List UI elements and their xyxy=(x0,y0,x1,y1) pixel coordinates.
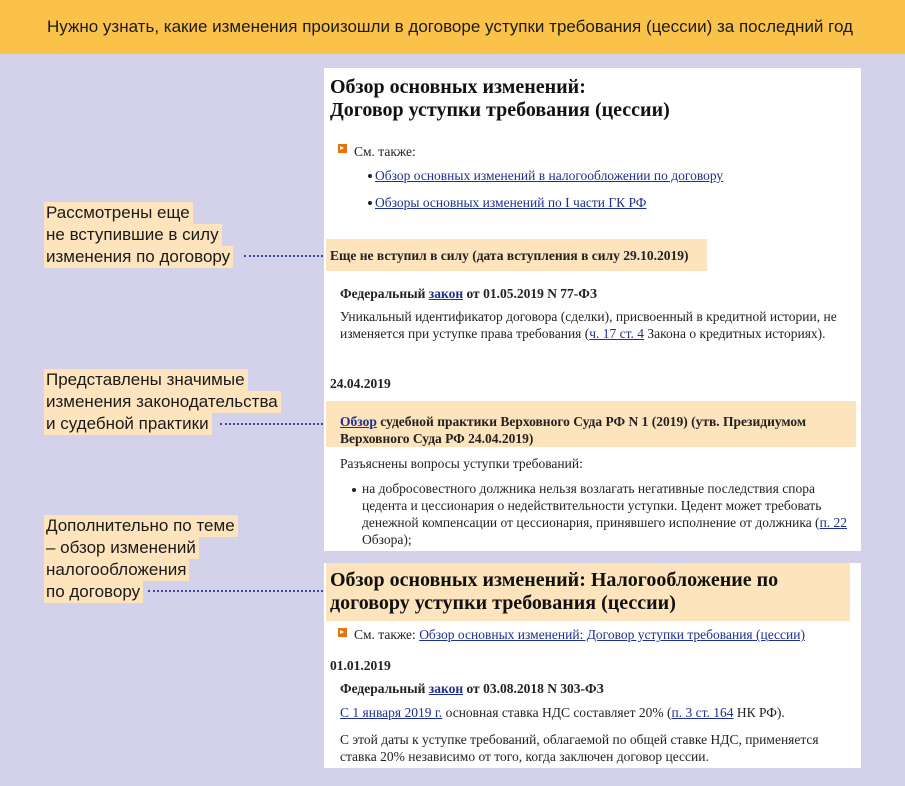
law-suffix: от 03.08.2018 N 303-ФЗ xyxy=(463,681,604,696)
callout-line: и судебной практики xyxy=(44,413,212,435)
task-banner xyxy=(0,0,905,54)
court-review xyxy=(340,413,852,447)
text-line: на добросовестного должника нельзя возлагать негативные последствия спора xyxy=(362,481,815,496)
law-prefix: Федеральный xyxy=(340,681,429,696)
callout-line: Представлены значимые xyxy=(44,369,248,391)
text-line: Обзора); xyxy=(362,532,412,547)
title-line: договору уступки требования (цессии) xyxy=(330,592,676,614)
see-also-label: См. также: xyxy=(354,627,420,642)
bullet-icon xyxy=(368,174,372,178)
law-reference xyxy=(340,680,604,697)
bullet-icon xyxy=(368,201,372,205)
see-also-icon xyxy=(338,144,347,153)
article-link[interactable]: ч. 17 ст. 4 xyxy=(589,326,645,341)
document-panel-tax xyxy=(324,563,861,768)
see-also-link-tax[interactable]: Обзор основных изменений в налогообложении по договору xyxy=(375,168,724,183)
task-banner-text: Нужно узнать, какие изменения произошли в договоре уступки требования (цессии) за последний год xyxy=(47,17,853,36)
vat-description xyxy=(340,731,852,765)
title-line: Обзор основных изменений: xyxy=(330,76,586,98)
review-point-link[interactable]: п. 22 xyxy=(819,515,848,530)
text-line: цедента и цессионария о недействительности уступки. Цедент может требовать xyxy=(362,498,822,513)
date-link[interactable]: С 1 января 2019 г. xyxy=(340,705,443,720)
text-line: С этой даты к уступке требований, облагаемой по общей ставке НДС, применяется xyxy=(340,732,819,747)
vat-rate-line xyxy=(340,704,785,721)
text-part: Закона о кредитных историях). xyxy=(644,326,826,341)
title-line: Обзор основных изменений: Налогообложение по xyxy=(330,569,779,591)
law-link[interactable]: закон xyxy=(428,681,464,696)
text-part: НК РФ). xyxy=(733,705,785,720)
title-line: Договор уступки требования (цессии) xyxy=(330,99,670,121)
see-also-label: См. также: xyxy=(354,144,416,159)
document-title xyxy=(330,569,778,615)
callout-line: по договору xyxy=(44,581,143,603)
law-prefix: Федеральный xyxy=(340,286,429,301)
callout-significant-changes xyxy=(44,369,281,435)
callout-line: налогообложения xyxy=(44,559,189,581)
callout-line: изменения по договору xyxy=(44,246,233,268)
text-part: изменяется при уступке права требования ( xyxy=(340,326,590,341)
text-part: основная ставка НДС составляет 20% ( xyxy=(442,705,672,720)
date-heading: 01.01.2019 xyxy=(330,658,391,673)
callout-line: изменения законодательства xyxy=(44,391,281,413)
law-link[interactable]: закон xyxy=(428,286,464,301)
callout-line: Дополнительно по теме xyxy=(44,515,238,537)
see-also-row xyxy=(354,626,805,643)
callout-line: Рассмотрены еще xyxy=(44,202,193,224)
see-also-link-contract[interactable]: Обзор основных изменений: Договор уступки требования (цессии) xyxy=(419,627,805,642)
text-line: Уникальный идентификатор договора (сделки), присвоенный в кредитной истории, не xyxy=(340,309,837,324)
change-description xyxy=(340,308,852,342)
date-heading: 24.04.2019 xyxy=(330,376,391,391)
text-line: ставка 20% независимо от того, когда заключен договор цессии. xyxy=(340,749,709,764)
document-title xyxy=(330,76,670,122)
see-also-link-gk[interactable]: Обзоры основных изменений по I части ГК РФ xyxy=(375,195,647,210)
bullet-icon xyxy=(352,488,356,492)
not-in-force-heading: Еще не вступил в силу (дата вступления в силу 29.10.2019) xyxy=(330,248,689,263)
text-line: Верховного Суда РФ 24.04.2019) xyxy=(340,431,534,446)
article-link[interactable]: п. 3 ст. 164 xyxy=(671,705,734,720)
explained-heading: Разъяснены вопросы уступки требований: xyxy=(340,456,583,471)
text-part: судебной практики Верховного Суда РФ N 1 (2019) (утв. Президиумом xyxy=(376,414,807,429)
list-item xyxy=(362,480,850,548)
text-part: денежной компенсации от цессионария, принявшего исполнение от должника ( xyxy=(362,515,820,530)
connector-line xyxy=(148,590,327,592)
connector-line xyxy=(244,255,327,257)
callout-line: – обзор изменений xyxy=(44,537,199,559)
connector-line xyxy=(220,423,327,425)
law-reference xyxy=(340,285,597,302)
callout-line: не вступившие в силу xyxy=(44,224,222,246)
see-also-icon xyxy=(338,628,347,637)
review-link[interactable]: Обзор xyxy=(340,414,377,429)
law-suffix: от 01.05.2019 N 77-ФЗ xyxy=(463,286,598,301)
document-panel-contract xyxy=(324,68,861,551)
callout-not-in-force xyxy=(44,202,233,268)
